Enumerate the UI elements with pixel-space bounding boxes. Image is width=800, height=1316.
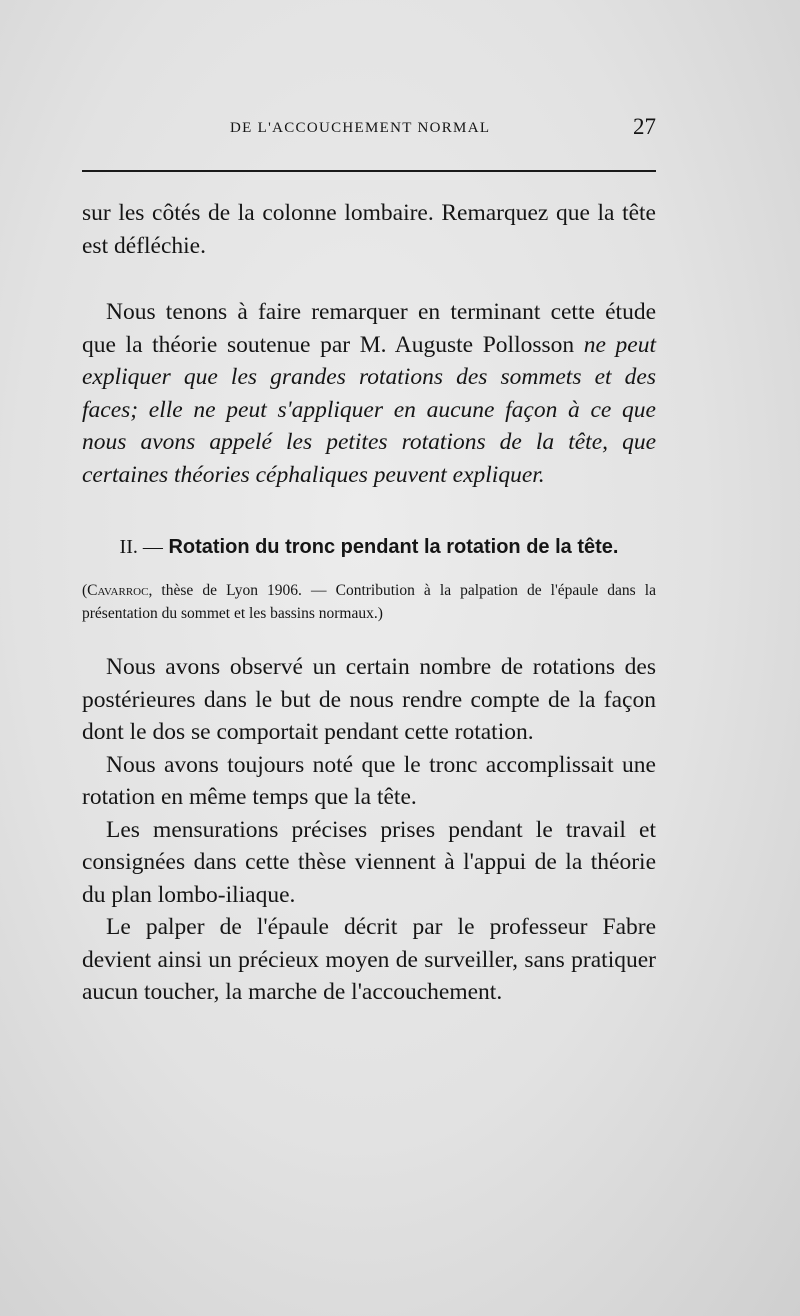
page-header — [82, 112, 656, 152]
citation-author: Cavarroc — [87, 582, 149, 599]
paragraph-pollosson-text: Nous tenons à faire remarquer en terminant cette étude que la théorie soutenue par M. Auguste Pollosson — [82, 299, 656, 358]
paragraph-pollosson-italic: ne peut expliquer que les grandes rotations des sommets et des faces; elle ne peut s'appliquer en aucune façon à ce que nous avons appelé les petites rotations de la tête, que certaines théories céphaliques peuvent expliquer. — [82, 331, 656, 488]
citation — [82, 579, 656, 625]
page-number: 27 — [633, 114, 656, 139]
running-head: DE L'ACCOUCHEMENT NORMAL — [230, 120, 491, 136]
paragraph-pollosson — [82, 296, 656, 491]
section-heading — [82, 533, 656, 561]
header-rule — [82, 170, 656, 172]
paragraph-shoulder-palpation: Le palper de l'épaule décrit par le professeur Fabre devient ainsi un précieux moyen de surveiller, sans pratiquer aucun toucher, la marche de l'accouchement. — [82, 914, 656, 1005]
page-body — [82, 197, 656, 1009]
paragraph-observation: Nous avons observé un certain nombre de rotations des postérieures dans le but de nous rendre compte de la façon dont le dos se comportait pendant cette rotation. — [82, 654, 656, 745]
paragraph-trunk-rotation: Nous avons toujours noté que le tronc accomplissait une rotation en même temps que la tête. — [82, 751, 656, 810]
paragraph-measurements: Les mensurations précises prises pendant le travail et consignées dans cette thèse viennent à l'appui de la théorie du plan lombo-iliaque. — [82, 816, 656, 908]
section-title: Rotation du tronc pendant la rotation de la tête. — [168, 536, 619, 558]
citation-open: ( — [82, 582, 88, 599]
section-number: II. — — [119, 536, 163, 558]
citation-text: , thèse de Lyon 1906. — Contribution à la palpation de l'épaule dans la présentation du sommet et les bassins normaux.) — [82, 582, 656, 622]
paragraph-continuation: sur les côtés de la colonne lombaire. Remarquez que la tête est défléchie. — [82, 200, 656, 259]
